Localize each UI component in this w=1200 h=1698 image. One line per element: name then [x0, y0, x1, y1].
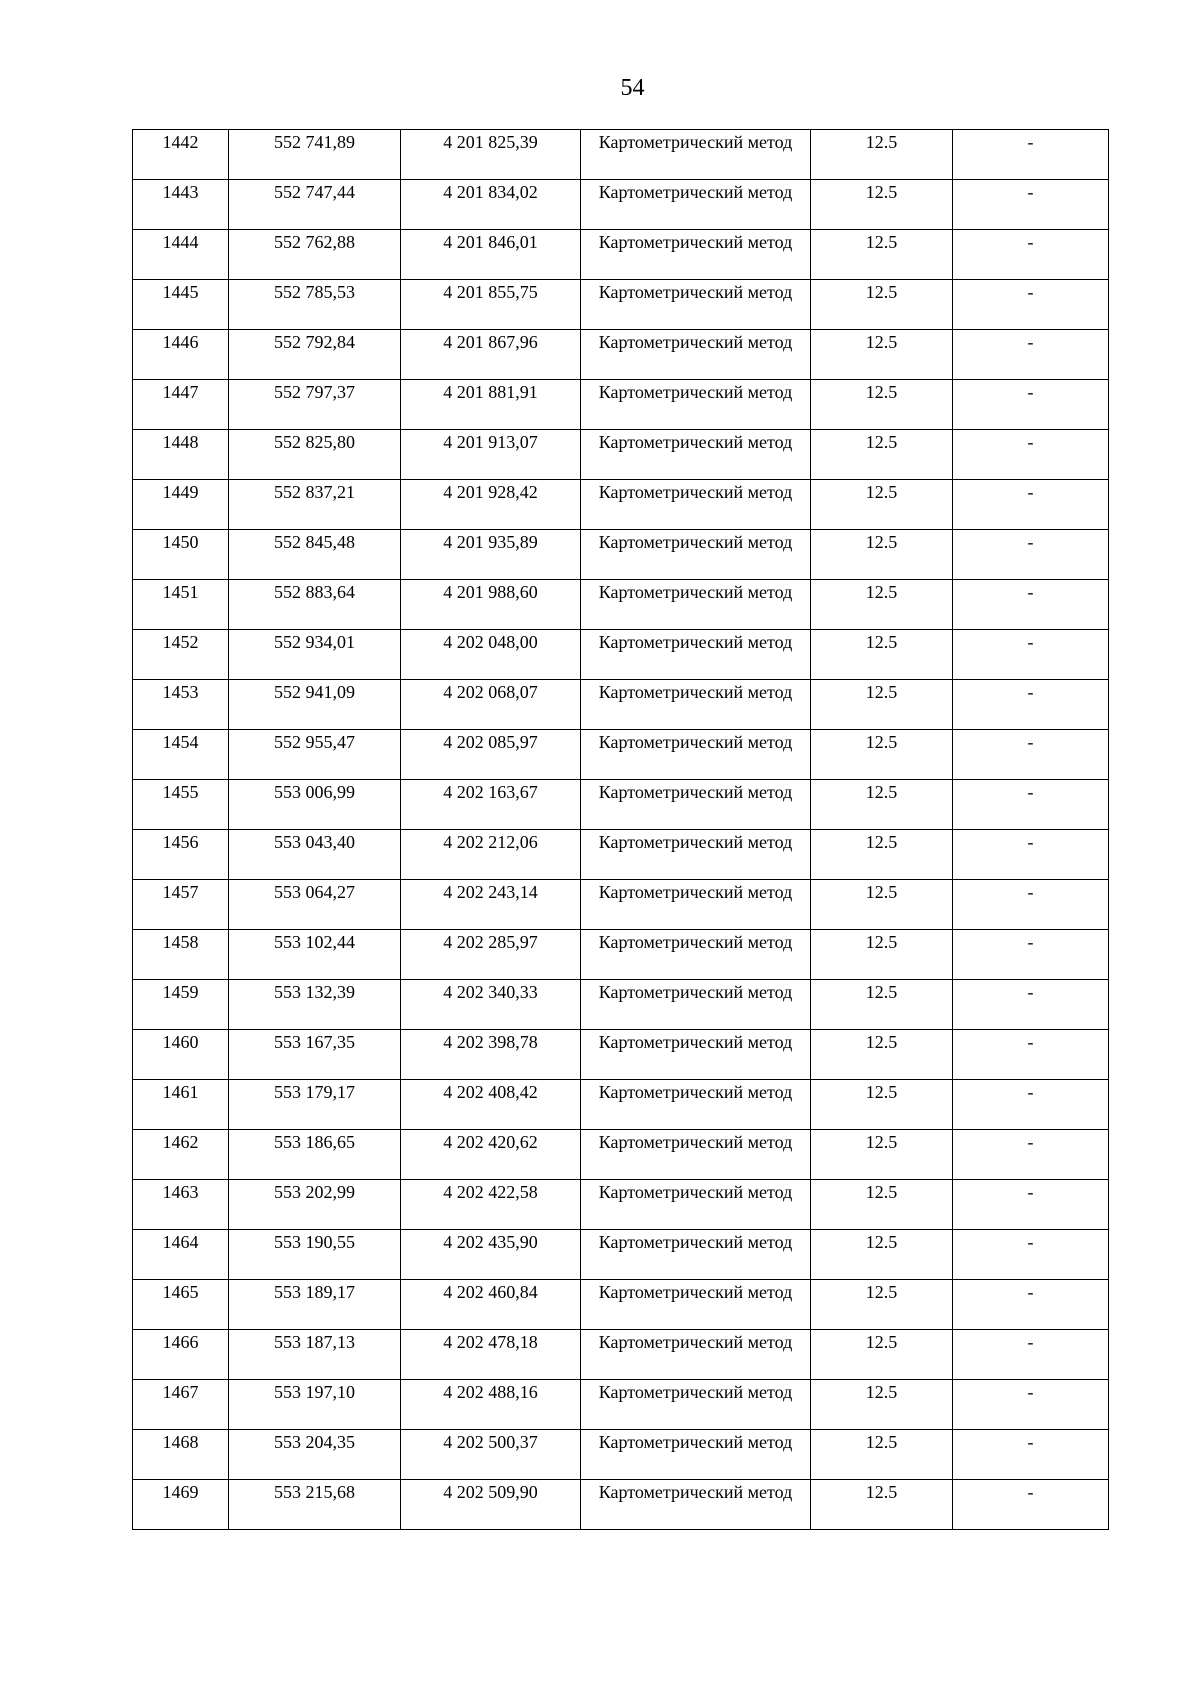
accuracy-cell: 12.5: [811, 730, 953, 780]
y-coordinate-cell: 4 201 913,07: [401, 430, 581, 480]
point-number-cell: 1445: [133, 280, 229, 330]
note-cell: -: [953, 1430, 1109, 1480]
table-row: [133, 1180, 1109, 1230]
method-cell: Картометрический метод: [581, 980, 811, 1030]
note-cell: -: [953, 1080, 1109, 1130]
point-number-cell: 1442: [133, 130, 229, 180]
note-cell: -: [953, 130, 1109, 180]
point-number-cell: 1469: [133, 1480, 229, 1530]
note-cell: -: [953, 1030, 1109, 1080]
y-coordinate-cell: 4 202 500,37: [401, 1430, 581, 1480]
method-cell: Картометрический метод: [581, 1130, 811, 1180]
accuracy-cell: 12.5: [811, 880, 953, 930]
y-coordinate-cell: 4 201 846,01: [401, 230, 581, 280]
note-cell: -: [953, 830, 1109, 880]
accuracy-cell: 12.5: [811, 380, 953, 430]
table-row: [133, 330, 1109, 380]
table-row: [133, 280, 1109, 330]
table-row: [133, 830, 1109, 880]
method-cell: Картометрический метод: [581, 280, 811, 330]
x-coordinate-cell: 553 006,99: [229, 780, 401, 830]
x-coordinate-cell: 553 043,40: [229, 830, 401, 880]
point-number-cell: 1465: [133, 1280, 229, 1330]
method-cell: Картометрический метод: [581, 430, 811, 480]
note-cell: -: [953, 280, 1109, 330]
y-coordinate-cell: 4 201 881,91: [401, 380, 581, 430]
table-row: [133, 1130, 1109, 1180]
y-coordinate-cell: 4 202 435,90: [401, 1230, 581, 1280]
point-number-cell: 1459: [133, 980, 229, 1030]
note-cell: -: [953, 880, 1109, 930]
table-row: [133, 1430, 1109, 1480]
method-cell: Картометрический метод: [581, 530, 811, 580]
x-coordinate-cell: 553 167,35: [229, 1030, 401, 1080]
table-row: [133, 930, 1109, 980]
method-cell: Картометрический метод: [581, 230, 811, 280]
accuracy-cell: 12.5: [811, 1130, 953, 1180]
method-cell: Картометрический метод: [581, 130, 811, 180]
point-number-cell: 1457: [133, 880, 229, 930]
method-cell: Картометрический метод: [581, 480, 811, 530]
note-cell: -: [953, 1280, 1109, 1330]
x-coordinate-cell: 553 215,68: [229, 1480, 401, 1530]
point-number-cell: 1468: [133, 1430, 229, 1480]
x-coordinate-cell: 552 741,89: [229, 130, 401, 180]
method-cell: Картометрический метод: [581, 580, 811, 630]
x-coordinate-cell: 552 785,53: [229, 280, 401, 330]
x-coordinate-cell: 553 189,17: [229, 1280, 401, 1330]
y-coordinate-cell: 4 201 834,02: [401, 180, 581, 230]
point-number-cell: 1451: [133, 580, 229, 630]
y-coordinate-cell: 4 202 488,16: [401, 1380, 581, 1430]
accuracy-cell: 12.5: [811, 1230, 953, 1280]
note-cell: -: [953, 480, 1109, 530]
x-coordinate-cell: 552 762,88: [229, 230, 401, 280]
point-number-cell: 1460: [133, 1030, 229, 1080]
point-number-cell: 1450: [133, 530, 229, 580]
method-cell: Картометрический метод: [581, 630, 811, 680]
method-cell: Картометрический метод: [581, 830, 811, 880]
point-number-cell: 1446: [133, 330, 229, 380]
page-number: 54: [620, 75, 645, 101]
x-coordinate-cell: 553 132,39: [229, 980, 401, 1030]
y-coordinate-cell: 4 201 988,60: [401, 580, 581, 630]
accuracy-cell: 12.5: [811, 530, 953, 580]
x-coordinate-cell: 553 102,44: [229, 930, 401, 980]
accuracy-cell: 12.5: [811, 130, 953, 180]
method-cell: Картометрический метод: [581, 1430, 811, 1480]
accuracy-cell: 12.5: [811, 280, 953, 330]
method-cell: Картометрический метод: [581, 330, 811, 380]
note-cell: -: [953, 330, 1109, 380]
note-cell: -: [953, 1380, 1109, 1430]
accuracy-cell: 12.5: [811, 1080, 953, 1130]
x-coordinate-cell: 552 955,47: [229, 730, 401, 780]
table-row: [133, 230, 1109, 280]
accuracy-cell: 12.5: [811, 930, 953, 980]
table-row: [133, 680, 1109, 730]
note-cell: -: [953, 680, 1109, 730]
y-coordinate-cell: 4 202 460,84: [401, 1280, 581, 1330]
note-cell: -: [953, 730, 1109, 780]
method-cell: Картометрический метод: [581, 880, 811, 930]
point-number-cell: 1463: [133, 1180, 229, 1230]
x-coordinate-cell: 552 845,48: [229, 530, 401, 580]
method-cell: Картометрический метод: [581, 1080, 811, 1130]
method-cell: Картометрический метод: [581, 1230, 811, 1280]
y-coordinate-cell: 4 202 509,90: [401, 1480, 581, 1530]
note-cell: -: [953, 1130, 1109, 1180]
accuracy-cell: 12.5: [811, 1380, 953, 1430]
point-number-cell: 1444: [133, 230, 229, 280]
accuracy-cell: 12.5: [811, 230, 953, 280]
coordinates-table: [132, 129, 1109, 1530]
accuracy-cell: 12.5: [811, 1480, 953, 1530]
table-row: [133, 1330, 1109, 1380]
point-number-cell: 1453: [133, 680, 229, 730]
table-row: [133, 730, 1109, 780]
accuracy-cell: 12.5: [811, 980, 953, 1030]
accuracy-cell: 12.5: [811, 1030, 953, 1080]
point-number-cell: 1454: [133, 730, 229, 780]
note-cell: -: [953, 380, 1109, 430]
x-coordinate-cell: 553 064,27: [229, 880, 401, 930]
note-cell: -: [953, 630, 1109, 680]
note-cell: -: [953, 1480, 1109, 1530]
x-coordinate-cell: 552 797,37: [229, 380, 401, 430]
table-row: [133, 1030, 1109, 1080]
y-coordinate-cell: 4 201 928,42: [401, 480, 581, 530]
x-coordinate-cell: 553 197,10: [229, 1380, 401, 1430]
accuracy-cell: 12.5: [811, 430, 953, 480]
point-number-cell: 1467: [133, 1380, 229, 1430]
accuracy-cell: 12.5: [811, 1180, 953, 1230]
accuracy-cell: 12.5: [811, 180, 953, 230]
method-cell: Картометрический метод: [581, 1280, 811, 1330]
note-cell: -: [953, 230, 1109, 280]
method-cell: Картометрический метод: [581, 780, 811, 830]
table-row: [133, 580, 1109, 630]
point-number-cell: 1452: [133, 630, 229, 680]
table-row: [133, 980, 1109, 1030]
note-cell: -: [953, 530, 1109, 580]
x-coordinate-cell: 553 179,17: [229, 1080, 401, 1130]
method-cell: Картометрический метод: [581, 930, 811, 980]
note-cell: -: [953, 1330, 1109, 1380]
table-row: [133, 530, 1109, 580]
point-number-cell: 1455: [133, 780, 229, 830]
accuracy-cell: 12.5: [811, 1330, 953, 1380]
coordinates-table-body: [133, 130, 1109, 1530]
x-coordinate-cell: 552 825,80: [229, 430, 401, 480]
table-row: [133, 130, 1109, 180]
y-coordinate-cell: 4 202 478,18: [401, 1330, 581, 1380]
y-coordinate-cell: 4 202 068,07: [401, 680, 581, 730]
method-cell: Картометрический метод: [581, 180, 811, 230]
y-coordinate-cell: 4 201 855,75: [401, 280, 581, 330]
point-number-cell: 1447: [133, 380, 229, 430]
x-coordinate-cell: 553 202,99: [229, 1180, 401, 1230]
method-cell: Картометрический метод: [581, 680, 811, 730]
x-coordinate-cell: 552 941,09: [229, 680, 401, 730]
y-coordinate-cell: 4 202 212,06: [401, 830, 581, 880]
point-number-cell: 1448: [133, 430, 229, 480]
note-cell: -: [953, 180, 1109, 230]
table-row: [133, 1280, 1109, 1330]
accuracy-cell: 12.5: [811, 330, 953, 380]
x-coordinate-cell: 552 747,44: [229, 180, 401, 230]
y-coordinate-cell: 4 201 867,96: [401, 330, 581, 380]
x-coordinate-cell: 552 934,01: [229, 630, 401, 680]
x-coordinate-cell: 553 187,13: [229, 1330, 401, 1380]
y-coordinate-cell: 4 202 420,62: [401, 1130, 581, 1180]
y-coordinate-cell: 4 202 048,00: [401, 630, 581, 680]
note-cell: -: [953, 780, 1109, 830]
y-coordinate-cell: 4 201 825,39: [401, 130, 581, 180]
method-cell: Картометрический метод: [581, 1380, 811, 1430]
point-number-cell: 1464: [133, 1230, 229, 1280]
method-cell: Картометрический метод: [581, 1330, 811, 1380]
table-row: [133, 630, 1109, 680]
accuracy-cell: 12.5: [811, 1430, 953, 1480]
table-row: [133, 780, 1109, 830]
accuracy-cell: 12.5: [811, 580, 953, 630]
note-cell: -: [953, 930, 1109, 980]
y-coordinate-cell: 4 202 408,42: [401, 1080, 581, 1130]
table-row: [133, 430, 1109, 480]
y-coordinate-cell: 4 202 085,97: [401, 730, 581, 780]
table-row: [133, 1230, 1109, 1280]
x-coordinate-cell: 553 186,65: [229, 1130, 401, 1180]
method-cell: Картометрический метод: [581, 1180, 811, 1230]
note-cell: -: [953, 580, 1109, 630]
table-row: [133, 480, 1109, 530]
note-cell: -: [953, 1180, 1109, 1230]
y-coordinate-cell: 4 202 422,58: [401, 1180, 581, 1230]
table-row: [133, 880, 1109, 930]
accuracy-cell: 12.5: [811, 630, 953, 680]
y-coordinate-cell: 4 202 285,97: [401, 930, 581, 980]
x-coordinate-cell: 552 837,21: [229, 480, 401, 530]
point-number-cell: 1466: [133, 1330, 229, 1380]
accuracy-cell: 12.5: [811, 830, 953, 880]
point-number-cell: 1443: [133, 180, 229, 230]
table-row: [133, 1380, 1109, 1430]
note-cell: -: [953, 430, 1109, 480]
y-coordinate-cell: 4 202 243,14: [401, 880, 581, 930]
x-coordinate-cell: 553 204,35: [229, 1430, 401, 1480]
accuracy-cell: 12.5: [811, 480, 953, 530]
table-row: [133, 1480, 1109, 1530]
method-cell: Картометрический метод: [581, 730, 811, 780]
point-number-cell: 1449: [133, 480, 229, 530]
method-cell: Картометрический метод: [581, 1030, 811, 1080]
table-row: [133, 180, 1109, 230]
point-number-cell: 1458: [133, 930, 229, 980]
y-coordinate-cell: 4 202 398,78: [401, 1030, 581, 1080]
note-cell: -: [953, 1230, 1109, 1280]
table-row: [133, 380, 1109, 430]
accuracy-cell: 12.5: [811, 1280, 953, 1330]
point-number-cell: 1461: [133, 1080, 229, 1130]
y-coordinate-cell: 4 201 935,89: [401, 530, 581, 580]
y-coordinate-cell: 4 202 163,67: [401, 780, 581, 830]
point-number-cell: 1456: [133, 830, 229, 880]
note-cell: -: [953, 980, 1109, 1030]
x-coordinate-cell: 552 883,64: [229, 580, 401, 630]
point-number-cell: 1462: [133, 1130, 229, 1180]
accuracy-cell: 12.5: [811, 780, 953, 830]
table-row: [133, 1080, 1109, 1130]
accuracy-cell: 12.5: [811, 680, 953, 730]
x-coordinate-cell: 553 190,55: [229, 1230, 401, 1280]
x-coordinate-cell: 552 792,84: [229, 330, 401, 380]
method-cell: Картометрический метод: [581, 380, 811, 430]
y-coordinate-cell: 4 202 340,33: [401, 980, 581, 1030]
method-cell: Картометрический метод: [581, 1480, 811, 1530]
